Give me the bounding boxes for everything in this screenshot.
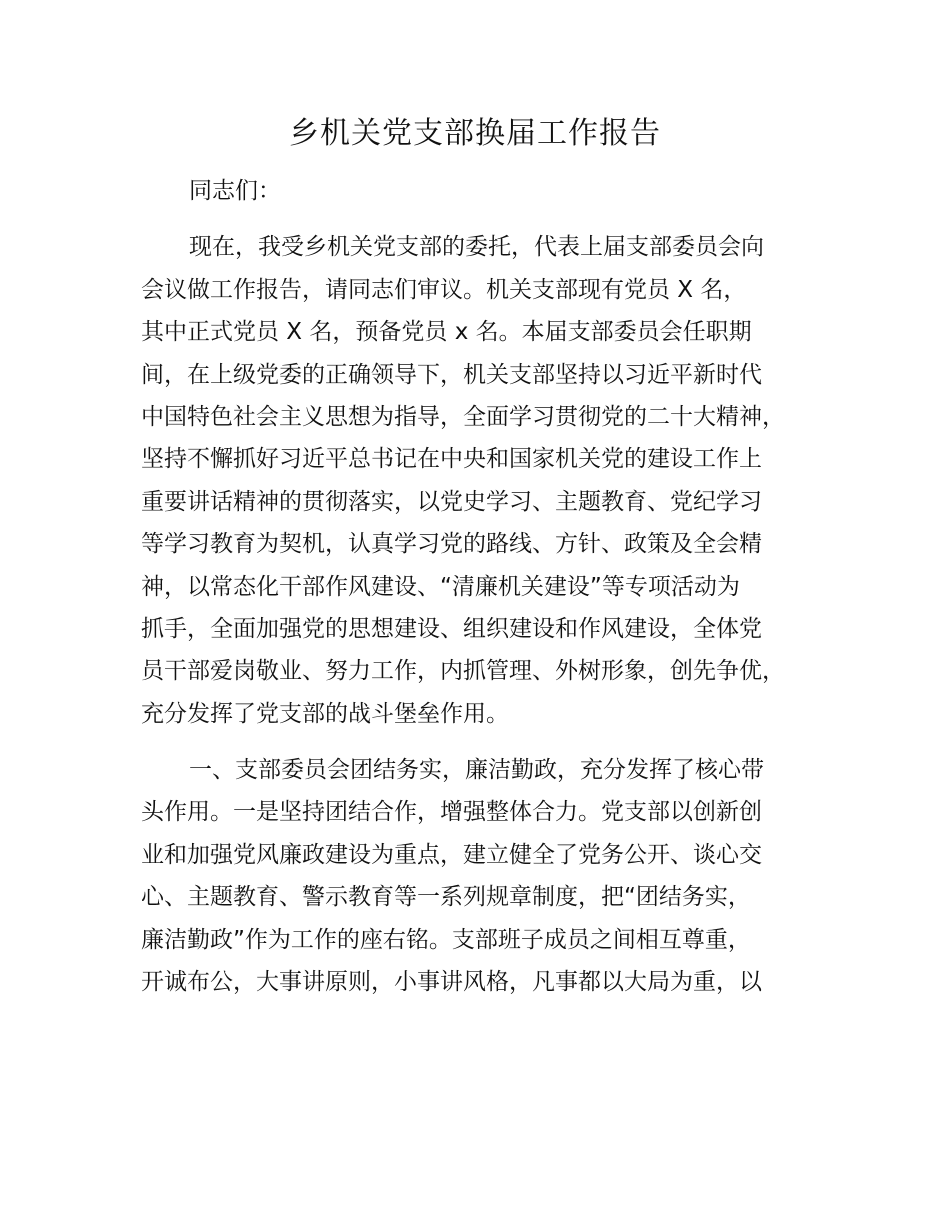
document-body bbox=[141, 170, 831, 1003]
salutation: 同志们： bbox=[189, 178, 281, 204]
paragraph-line: 业和加强党风廉政建设为重点，建立健全了党务公开、谈心交 bbox=[141, 841, 762, 868]
paragraph-line: 充分发挥了党支部的战斗堡垒作用。 bbox=[141, 700, 509, 727]
paragraph-section-one bbox=[141, 749, 831, 1003]
paragraph-line: 廉洁勤政”作为工作的座右铭。支部班子成员之间相互尊重， bbox=[141, 926, 751, 953]
paragraph-line: 心、主题教育、警示教育等一系列规章制度，把“团结务实， bbox=[141, 884, 751, 911]
paragraph-line: 重要讲话精神的贯彻落实，以党史学习、主题教育、党纪学习 bbox=[141, 488, 762, 515]
paragraph-gap bbox=[141, 212, 831, 226]
paragraph-line: 头作用。一是坚持团结合作，增强整体合力。党支部以创新创 bbox=[141, 799, 762, 826]
paragraph-line: 抓手，全面加强党的思想建设、组织建设和作风建设，全体党 bbox=[141, 615, 762, 642]
paragraph-line: 神，以常态化干部作风建设、“清廉机关建设”等专项活动为 bbox=[141, 573, 740, 600]
paragraph-line: 现在，我受乡机关党支部的委托，代表上届支部委员会向 bbox=[189, 234, 764, 261]
paragraph-gap bbox=[141, 735, 831, 749]
paragraph-line: 员干部爱岗敬业、努力工作，内抓管理、外树形象，创先争优， bbox=[141, 658, 785, 685]
paragraph-intro bbox=[141, 226, 831, 735]
document-title: 乡机关党支部换届工作报告 bbox=[289, 116, 661, 151]
paragraph-line: 间，在上级党委的正确领导下，机关支部坚持以习近平新时代 bbox=[141, 361, 762, 388]
paragraph-line: 其中正式党员 X 名，预备党员 x 名。本届支部委员会任职期 bbox=[141, 319, 752, 346]
paragraph-line: 等学习教育为契机，认真学习党的路线、方针、政策及全会精 bbox=[141, 531, 762, 558]
paragraph-line: 开诚布公，大事讲原则，小事讲风格，凡事都以大局为重，以 bbox=[141, 969, 762, 996]
paragraph-line: 会议做工作报告，请同志们审议。机关支部现有党员 X 名， bbox=[141, 276, 747, 303]
paragraph-line: 坚持不懈抓好习近平总书记在中央和国家机关党的建设工作上 bbox=[141, 446, 762, 473]
paragraph-line: 一、支部委员会团结务实，廉洁勤政，充分发挥了核心带 bbox=[189, 757, 764, 784]
paragraph-line: 中国特色社会主义思想为指导，全面学习贯彻党的二十大精神， bbox=[141, 403, 785, 430]
